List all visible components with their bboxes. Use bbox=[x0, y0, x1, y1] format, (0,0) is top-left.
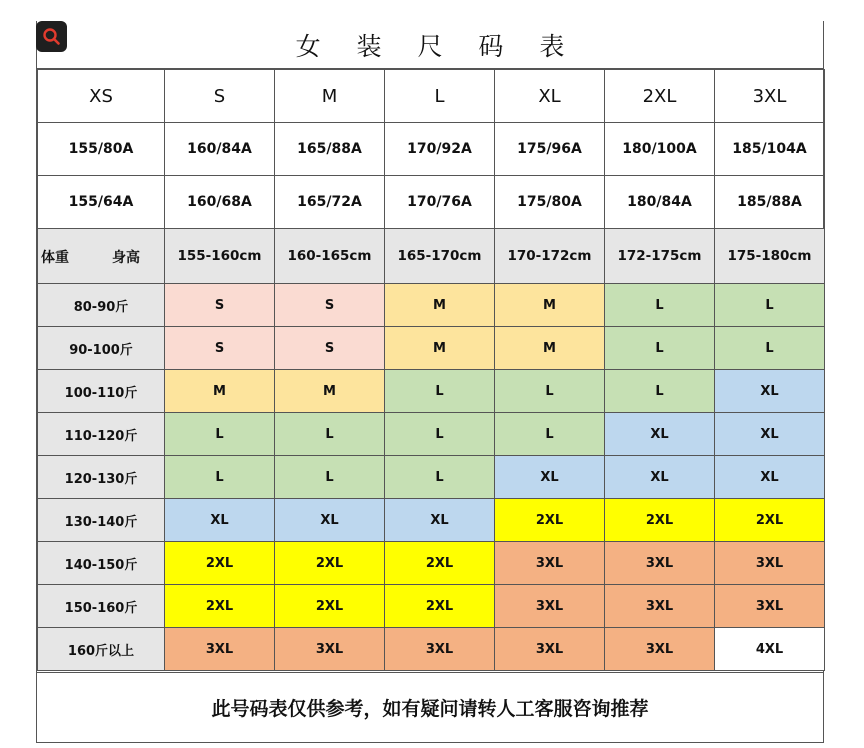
size-recommendation-cell: 3XL bbox=[715, 585, 825, 628]
height-range-cell: 160-165cm bbox=[275, 229, 385, 284]
size-recommendation-cell: L bbox=[275, 456, 385, 499]
waist-cell: 170/76A bbox=[385, 176, 495, 229]
size-cell: L bbox=[385, 70, 495, 123]
size-recommendation-cell: 3XL bbox=[495, 628, 605, 671]
size-recommendation-cell: 2XL bbox=[605, 499, 715, 542]
bust-cell: 165/88A bbox=[275, 123, 385, 176]
size-recommendation-cell: M bbox=[385, 284, 495, 327]
weight-range-cell: 80-90斤 bbox=[38, 284, 165, 327]
page-title: 女 装 尺 码 表 bbox=[37, 21, 823, 69]
size-recommendation-cell: L bbox=[605, 370, 715, 413]
size-recommendation-cell: 3XL bbox=[495, 542, 605, 585]
size-recommendation-cell: 2XL bbox=[495, 499, 605, 542]
waist-cell: 185/88A bbox=[715, 176, 825, 229]
waist-cell: 165/72A bbox=[275, 176, 385, 229]
size-recommendation-cell: 2XL bbox=[275, 585, 385, 628]
size-recommendation-cell: XL bbox=[715, 370, 825, 413]
weight-row bbox=[38, 327, 825, 370]
size-recommendation-cell: 2XL bbox=[275, 542, 385, 585]
size-recommendation-cell: 3XL bbox=[605, 585, 715, 628]
size-recommendation-cell: XL bbox=[715, 413, 825, 456]
weight-row bbox=[38, 413, 825, 456]
size-cell: 3XL bbox=[715, 70, 825, 123]
weight-row bbox=[38, 370, 825, 413]
size-recommendation-cell: 3XL bbox=[715, 542, 825, 585]
size-recommendation-cell: 2XL bbox=[165, 585, 275, 628]
size-recommendation-cell: XL bbox=[605, 456, 715, 499]
size-table bbox=[37, 69, 825, 671]
size-recommendation-cell: S bbox=[275, 327, 385, 370]
weight-row bbox=[38, 585, 825, 628]
weight-row bbox=[38, 499, 825, 542]
size-cell: M bbox=[275, 70, 385, 123]
height-range-cell: 170-172cm bbox=[495, 229, 605, 284]
size-cell: 2XL bbox=[605, 70, 715, 123]
diagonal-header-cell bbox=[38, 229, 165, 284]
size-recommendation-cell: S bbox=[165, 327, 275, 370]
size-recommendation-cell: L bbox=[385, 413, 495, 456]
size-recommendation-cell: XL bbox=[275, 499, 385, 542]
size-recommendation-cell: L bbox=[165, 413, 275, 456]
size-recommendation-cell: L bbox=[715, 284, 825, 327]
weight-row bbox=[38, 542, 825, 585]
size-recommendation-cell: XL bbox=[165, 499, 275, 542]
size-recommendation-cell: L bbox=[495, 413, 605, 456]
size-recommendation-cell: L bbox=[165, 456, 275, 499]
bust-cell: 180/100A bbox=[605, 123, 715, 176]
size-recommendation-cell: M bbox=[275, 370, 385, 413]
size-recommendation-cell: L bbox=[715, 327, 825, 370]
waist-row bbox=[38, 176, 825, 229]
weight-range-cell: 160斤以上 bbox=[38, 628, 165, 671]
size-recommendation-cell: 3XL bbox=[165, 628, 275, 671]
weight-row bbox=[38, 456, 825, 499]
height-axis-label: 身高 bbox=[112, 250, 140, 266]
size-recommendation-cell: L bbox=[385, 370, 495, 413]
size-recommendation-cell: 3XL bbox=[385, 628, 495, 671]
size-recommendation-cell: L bbox=[605, 327, 715, 370]
weight-row bbox=[38, 284, 825, 327]
size-recommendation-cell: XL bbox=[385, 499, 495, 542]
size-recommendation-cell: L bbox=[495, 370, 605, 413]
size-cell: XS bbox=[38, 70, 165, 123]
height-range-cell: 165-170cm bbox=[385, 229, 495, 284]
weight-row bbox=[38, 628, 825, 671]
weight-range-cell: 100-110斤 bbox=[38, 370, 165, 413]
bust-cell: 160/84A bbox=[165, 123, 275, 176]
disclaimer-note: 此号码表仅供参考，如有疑问请转人工客服咨询推荐 bbox=[37, 672, 823, 743]
bust-cell: 155/80A bbox=[38, 123, 165, 176]
size-cell: XL bbox=[495, 70, 605, 123]
size-recommendation-cell: M bbox=[495, 327, 605, 370]
size-recommendation-cell: L bbox=[605, 284, 715, 327]
size-recommendation-cell: 3XL bbox=[605, 542, 715, 585]
size-recommendation-cell: S bbox=[275, 284, 385, 327]
size-recommendation-cell: 2XL bbox=[165, 542, 275, 585]
weight-axis-label: 体重 bbox=[41, 250, 69, 266]
waist-cell: 175/80A bbox=[495, 176, 605, 229]
weight-range-cell: 90-100斤 bbox=[38, 327, 165, 370]
bust-row bbox=[38, 123, 825, 176]
size-cell: S bbox=[165, 70, 275, 123]
size-recommendation-cell: XL bbox=[715, 456, 825, 499]
size-recommendation-cell: L bbox=[385, 456, 495, 499]
size-recommendation-cell: 4XL bbox=[715, 628, 825, 671]
height-range-cell: 155-160cm bbox=[165, 229, 275, 284]
waist-cell: 160/68A bbox=[165, 176, 275, 229]
size-recommendation-cell: 3XL bbox=[275, 628, 385, 671]
size-recommendation-cell: 3XL bbox=[605, 628, 715, 671]
size-recommendation-cell: XL bbox=[605, 413, 715, 456]
bust-cell: 175/96A bbox=[495, 123, 605, 176]
weight-range-cell: 130-140斤 bbox=[38, 499, 165, 542]
weight-range-cell: 110-120斤 bbox=[38, 413, 165, 456]
weight-range-cell: 120-130斤 bbox=[38, 456, 165, 499]
bust-cell: 185/104A bbox=[715, 123, 825, 176]
height-range-cell: 172-175cm bbox=[605, 229, 715, 284]
size-recommendation-cell: 2XL bbox=[385, 542, 495, 585]
size-recommendation-cell: 2XL bbox=[385, 585, 495, 628]
size-recommendation-cell: XL bbox=[495, 456, 605, 499]
height-range-cell: 175-180cm bbox=[715, 229, 825, 284]
height-header-row bbox=[38, 229, 825, 284]
search-icon bbox=[42, 27, 61, 46]
size-recommendation-cell: 3XL bbox=[495, 585, 605, 628]
size-recommendation-cell: S bbox=[165, 284, 275, 327]
size-recommendation-cell: M bbox=[385, 327, 495, 370]
bust-cell: 170/92A bbox=[385, 123, 495, 176]
weight-range-cell: 150-160斤 bbox=[38, 585, 165, 628]
size-recommendation-cell: M bbox=[495, 284, 605, 327]
weight-range-cell: 140-150斤 bbox=[38, 542, 165, 585]
waist-cell: 155/64A bbox=[38, 176, 165, 229]
size-recommendation-cell: L bbox=[275, 413, 385, 456]
size-chart bbox=[36, 21, 824, 743]
size-row bbox=[38, 70, 825, 123]
search-button[interactable] bbox=[36, 21, 67, 52]
size-recommendation-cell: M bbox=[165, 370, 275, 413]
size-recommendation-cell: 2XL bbox=[715, 499, 825, 542]
waist-cell: 180/84A bbox=[605, 176, 715, 229]
